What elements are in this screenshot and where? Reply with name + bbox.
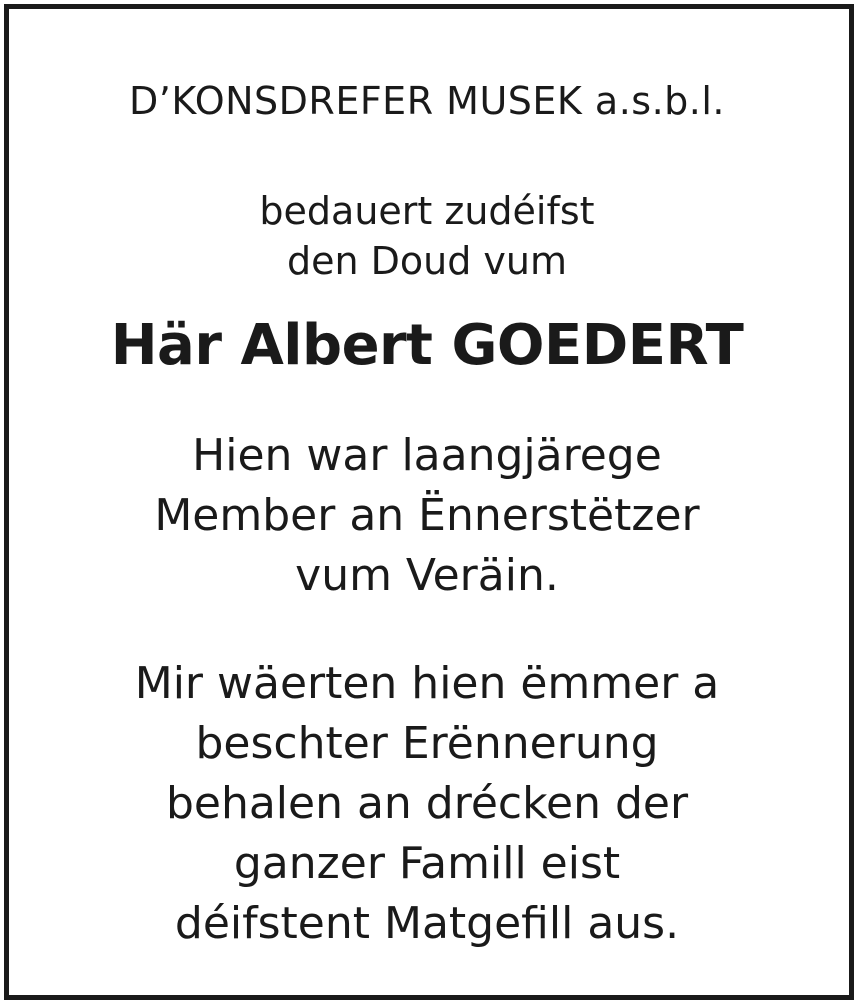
condolence-line-4: ganzer Famill eist xyxy=(233,838,621,889)
member-line-1: Hien war laangjärege xyxy=(192,430,662,481)
member-line-3: vum Veräin. xyxy=(295,550,559,601)
member-line-2: Member an Ënnerstëtzer xyxy=(154,490,700,541)
condolence-line-3: behalen an drécken der xyxy=(165,778,689,829)
deceased-name: Här Albert GOEDERT xyxy=(110,313,744,378)
condolence-line-1: Mir wäerten hien ëmmer a xyxy=(134,658,720,709)
condolence-line-2: beschter Erënnerung xyxy=(195,718,659,769)
condolence-line-5: déifstent Matgefill aus. xyxy=(174,898,680,949)
intro-line-1: bedauert zudéifst xyxy=(259,189,595,233)
organization-name: D’KONSDREFER MUSEK a.s.b.l. xyxy=(129,79,725,123)
intro-line-2: den Doud vum xyxy=(286,239,568,283)
